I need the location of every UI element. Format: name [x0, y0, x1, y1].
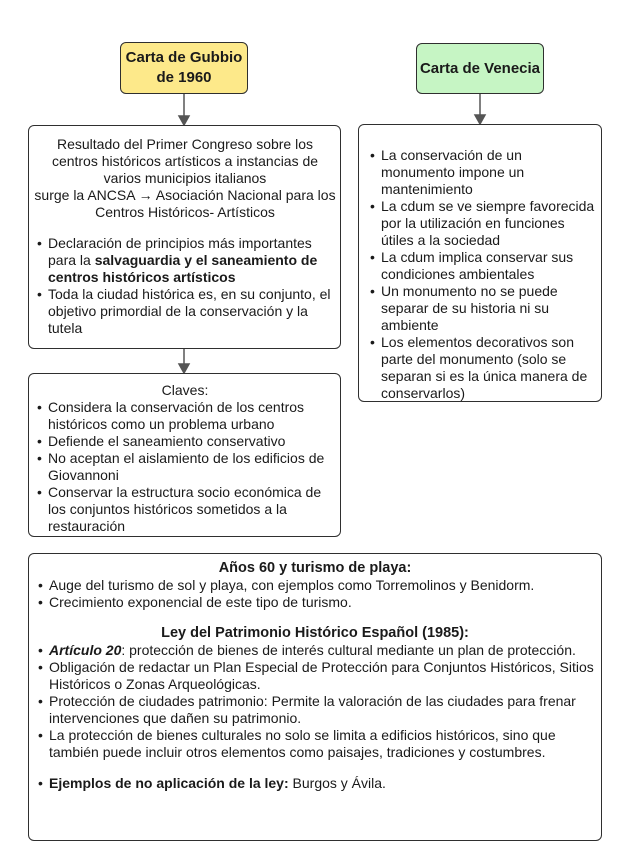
turismo-title: Años 60 y turismo de playa:	[218, 560, 412, 576]
claves-item: • Conservar la estructura socio económica de los conjuntos históricos sometidos a la restauración	[48, 484, 336, 535]
venecia-item: • La cdum se ve siempre favorecida por la utilización en funciones útiles a la sociedad	[381, 198, 597, 249]
ley-item: • Protección de ciudades patrimonio: Permite la valoración de las ciudades para frenar intervenciones que dañen su patrimonio.	[49, 693, 595, 727]
venecia-item: • La cdum implica conservar sus condiciones ambientales	[381, 249, 597, 283]
venecia-item: • La conservación de un monumento impone un mantenimiento	[381, 147, 597, 198]
ley-ejemplos	[49, 775, 595, 792]
gubbio-bullet1-text: Declaración de principios más importantes para la	[48, 235, 312, 268]
turismo-list	[35, 577, 595, 611]
venecia-title: Carta de Venecia	[419, 59, 541, 77]
claves-list	[34, 399, 336, 535]
gubbio-bullet: • Toda la ciudad histórica es, en su conjunto, el objetivo primordial de la conservación y la tutela	[48, 286, 336, 337]
gubbio-intro-line: centros históricos artísticos a instancias de	[51, 153, 319, 169]
venecia-title-box	[416, 43, 544, 94]
ley-title: Ley del Patrimonio Histórico Español (1985):	[161, 625, 469, 641]
venecia-list	[367, 147, 597, 402]
gubbio-title-line1: Carta de Gubbio	[125, 49, 243, 66]
ley-item-articulo	[49, 642, 595, 659]
ley-item: • Obligación de redactar un Plan Especial de Protección para Conjuntos Históricos, Sitios Históricos o Zonas Arqueológicas.	[49, 659, 595, 693]
gubbio-bullet	[48, 235, 336, 286]
venecia-content-box	[358, 124, 602, 402]
ley-ejemplos-label: Ejemplos de no aplicación de la ley:	[49, 775, 289, 791]
arrowhead-claves	[179, 364, 189, 373]
gubbio-title-line2: de 1960	[156, 69, 212, 86]
ley-articulo-text: : protección de bienes de interés cultural mediante un plan de protección.	[121, 642, 576, 658]
turismo-item: • Auge del turismo de sol y playa, con ejemplos como Torremolinos y Benidorm.	[49, 577, 595, 594]
gubbio-intro-line: Centros Históricos- Artísticos	[95, 204, 275, 220]
ley-articulo-label: Artículo 20	[49, 642, 122, 658]
ley-item: • La protección de bienes culturales no solo se limita a edificios históricos, sino que también puede incluir otros elementos como paisajes, tradiciones y costumbres.	[49, 727, 595, 761]
gubbio-intro-line: surge la ANCSA → Asociación Nacional para los	[34, 187, 336, 203]
gubbio-intro-line: varios municipios italianos	[103, 170, 267, 186]
claves-item: • Defiende el saneamiento conservativo	[48, 433, 336, 450]
arrowhead-gubbio	[179, 116, 189, 125]
turismo-ley-box	[28, 553, 602, 841]
gubbio-title-box	[120, 42, 248, 94]
gubbio-content-box	[28, 125, 341, 349]
gubbio-bullets	[34, 235, 336, 337]
gubbio-intro-line: Resultado del Primer Congreso sobre los	[56, 136, 313, 152]
ley-ejemplos-list	[35, 775, 595, 792]
claves-box	[28, 373, 341, 537]
ley-ejemplos-text: Burgos y Ávila.	[288, 775, 386, 791]
gubbio-bullet1-bold: salvaguardia y el saneamiento de centros históricos artísticos	[48, 252, 318, 285]
turismo-item: • Crecimiento exponencial de este tipo de turismo.	[49, 594, 595, 611]
claves-title: Claves:	[161, 382, 209, 398]
ley-list	[35, 642, 595, 761]
venecia-item: • Los elementos decorativos son parte del monumento (solo se separan si es la única manera de conservarlos)	[381, 334, 597, 402]
venecia-item: • Un monumento no se puede separar de su historia ni su ambiente	[381, 283, 597, 334]
gubbio-intro	[34, 136, 336, 221]
claves-item: • No aceptan el aislamiento de los edificios de Giovannoni	[48, 450, 336, 484]
claves-item: • Considera la conservación de los centros históricos como un problema urbano	[48, 399, 336, 433]
arrowhead-venecia	[475, 115, 485, 124]
